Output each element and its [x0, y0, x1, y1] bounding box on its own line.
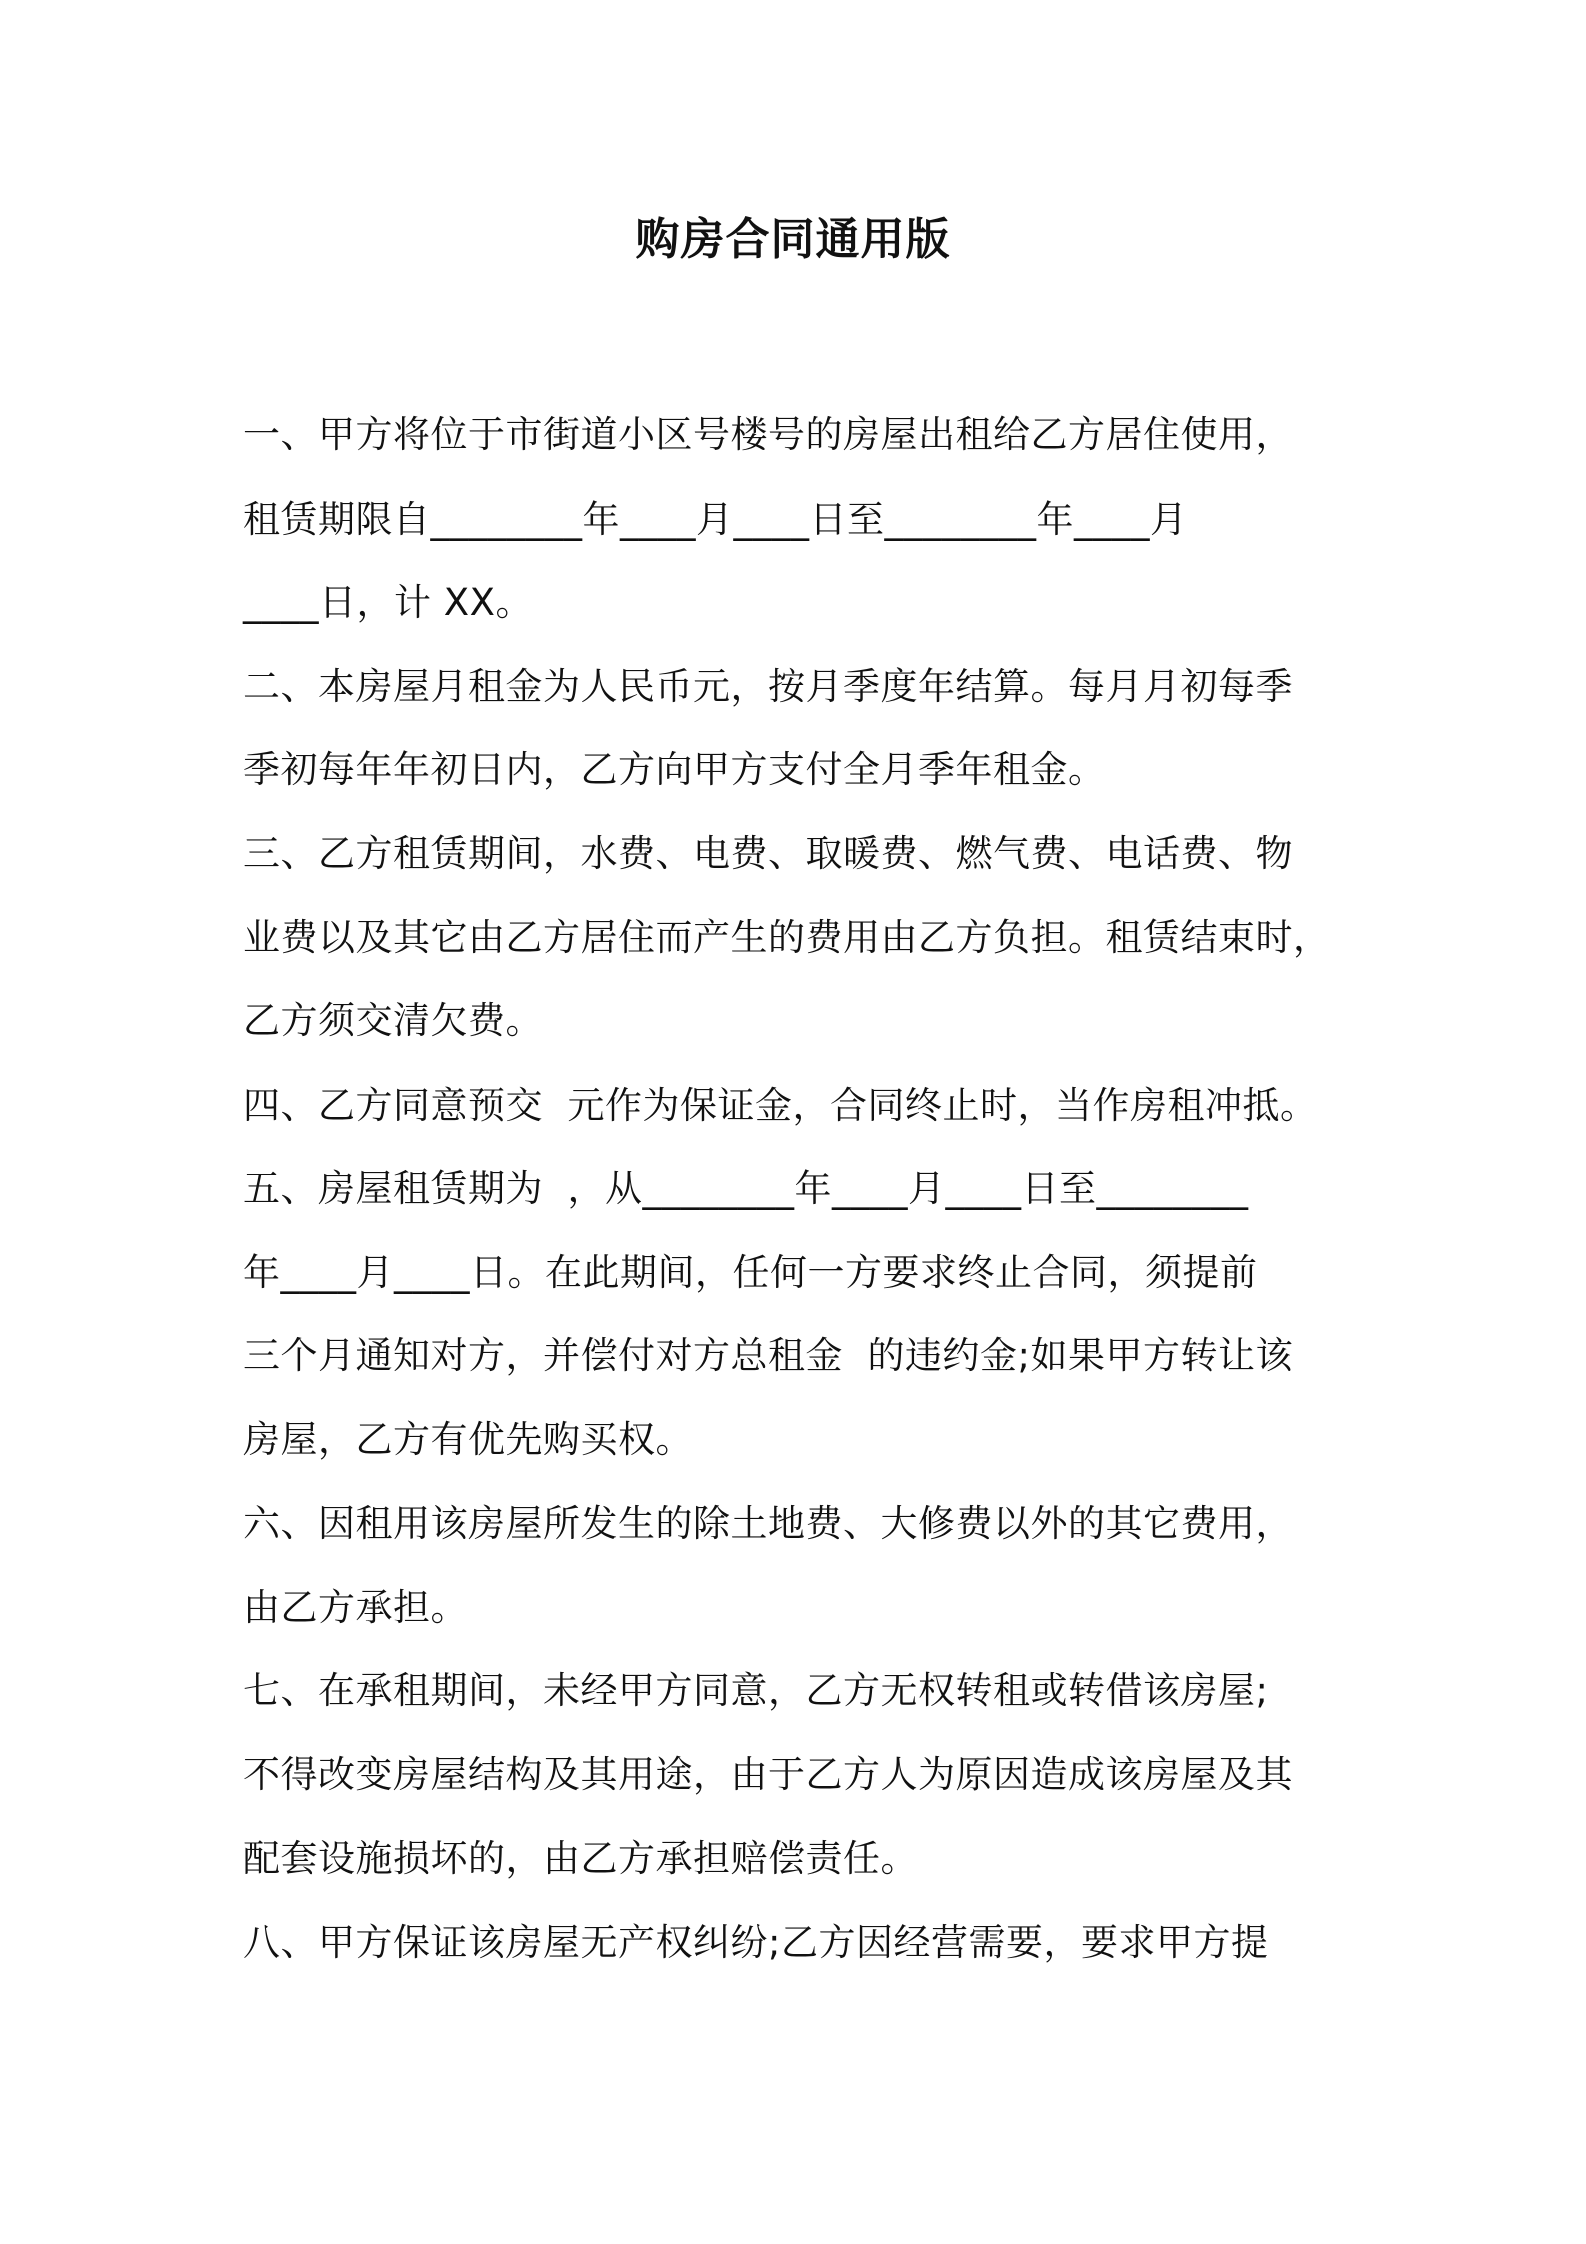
clause-5-line-3: 三个月通知对方，并偿付对方总租金 的违约金;如果甲方转让该 [243, 1334, 1293, 1377]
clause-5-line-2: 年____月____日。在此期间，任何一方要求终止合同，须提前 [243, 1251, 1258, 1294]
clause-4-line-1: 四、乙方同意预交 元作为保证金，合同终止时，当作房租冲抵。 [243, 1084, 1318, 1127]
clause-1-line-2: 租赁期限自________年____月____日至________年____月 [243, 498, 1188, 541]
clause-3-line-1: 三、乙方租赁期间，水费、电费、取暖费、燃气费、电话费、物 [243, 832, 1293, 875]
clause-8-line-1: 八、甲方保证该房屋无产权纠纷;乙方因经营需要，要求甲方提 [243, 1921, 1269, 1964]
clause-2-line-2: 季初每年年初日内，乙方向甲方支付全月季年租金。 [243, 748, 1106, 791]
clause-6-line-2: 由乙方承担。 [243, 1586, 468, 1629]
clause-1-line-1: 一、甲方将位于市街道小区号楼号的房屋出租给乙方居住使用， [243, 413, 1293, 456]
clause-7-line-1: 七、在承租期间，未经甲方同意，乙方无权转租或转借该房屋; [243, 1669, 1269, 1712]
clause-3-line-2: 业费以及其它由乙方居住而产生的费用由乙方负担。租赁结束时， [243, 916, 1331, 959]
clause-5-line-1: 五、房屋租赁期为 ，从________年____月____日至________ [243, 1167, 1249, 1210]
document-title: 购房合同通用版 [635, 214, 951, 265]
clause-7-line-2: 不得改变房屋结构及其用途，由于乙方人为原因造成该房屋及其 [243, 1753, 1293, 1796]
clause-1-line-3: ____日，计 XX。 [243, 581, 533, 624]
clause-2-line-1: 二、本房屋月租金为人民币元，按月季度年结算。每月月初每季 [243, 665, 1293, 708]
clause-5-line-4: 房屋，乙方有优先购买权。 [243, 1418, 693, 1461]
clause-3-line-3: 乙方须交清欠费。 [243, 999, 543, 1042]
clause-6-line-1: 六、因租用该房屋所发生的除土地费、大修费以外的其它费用， [243, 1502, 1293, 1545]
clause-7-line-3: 配套设施损坏的，由乙方承担赔偿责任。 [243, 1837, 918, 1880]
